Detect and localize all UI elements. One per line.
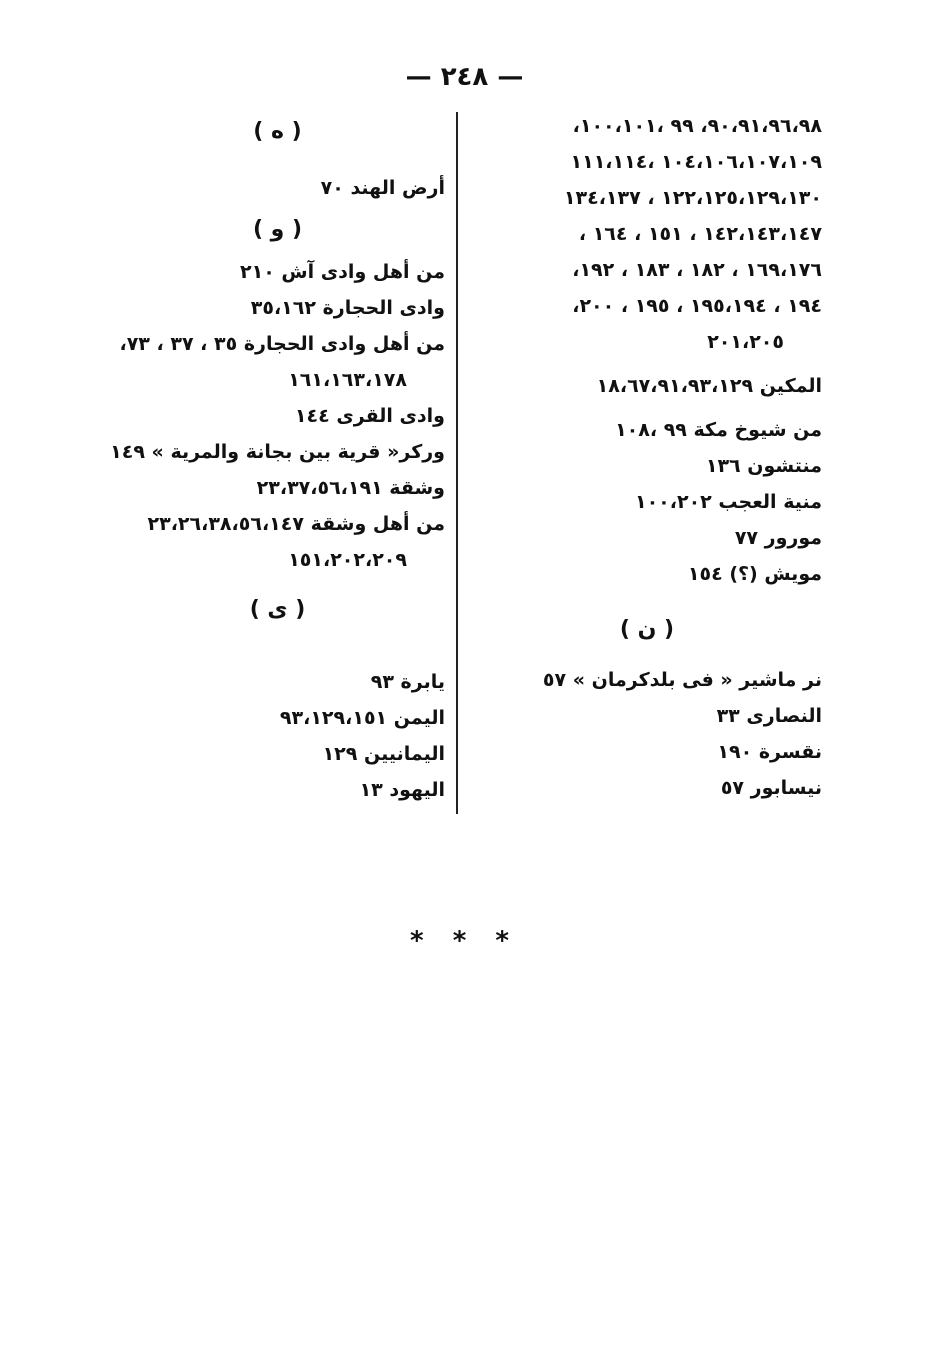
section-heading-h: ( ه ) [253,119,302,144]
right-column [472,108,822,806]
index-line: ٢٠١،٢٠٥ [707,331,784,353]
section-heading-y: ( ى ) [249,597,306,622]
index-line: ١٩٤ ، ١٩٥،١٩٤ ، ١٩٥ ، ٢٠٠، [572,295,822,317]
index-line: ١٢٢،١٢٥،١٢٩،١٣٠ ، ١٣٤،١٣٧ [563,187,822,209]
index-entry: أرض الهند ٧٠ [320,177,445,199]
section-heading-w: ( و ) [252,217,303,242]
index-line: ١٦٩،١٧٦ ، ١٨٢ ، ١٨٣ ، ١٩٢، [572,259,822,281]
left-column [110,108,445,808]
index-entry: نيسابور ٥٧ [720,777,822,799]
index-line: ٩٠،٩١،٩٦،٩٨، ٩٩ ،١٠٠،١٠١، [572,115,822,137]
index-entry: وادى الحجارة ٣٥،١٦٢ [250,297,445,319]
index-line: ١٤٢،١٤٣،١٤٧ ، ١٥١ ، ١٦٤ ، [578,223,822,245]
index-entry: وشقة ٢٣،٣٧،٥٦،١٩١ [256,477,445,499]
index-line: ١٠٤،١٠٦،١٠٧،١٠٩ ،١١١،١١٤ [570,151,822,173]
index-entry: وادى القرى ١٤٤ [294,405,445,427]
footer-ornament: * * * [410,926,519,956]
index-entry: منية العجب ١٠٠،٢٠٢ [634,491,822,513]
column-divider [456,112,458,814]
index-entry: ١٥١،٢٠٢،٢٠٩ [288,549,407,571]
index-entry: ورکر« قرية بين بجانة والمرية » ١٤٩ [110,441,445,463]
index-entry: اليمن ٩٣،١٢٩،١٥١ [279,707,445,729]
index-entry: يابرة ٩٣ [370,671,445,693]
page-number: — ٢٤٨ — [405,62,524,92]
index-entry: من أهل وادى الحجارة ٣٥ ، ٣٧ ، ٧٣، [119,333,445,355]
index-entry: النصارى ٣٣ [716,705,822,727]
index-entry: اليمانيين ١٢٩ [322,743,445,765]
index-entry: نر ماشير « فى بلدكرمان » ٥٧ [542,669,822,691]
index-entry: المكين ١٨،٦٧،٩١،٩٣،١٢٩ [596,375,822,397]
index-entry: نقسرة ١٩٠ [717,741,822,763]
index-entry: مويش (؟) ١٥٤ [687,563,822,585]
index-entry: من شيوخ مكة ٩٩ ،١٠٨ [615,419,822,441]
index-entry: من أهل وادى آش ٢١٠ [240,261,445,283]
index-entry: اليهود ١٣ [359,779,445,801]
index-entry: ١٦١،١٦٣،١٧٨ [288,369,407,391]
index-entry: مورور ٧٧ [734,527,822,549]
index-entry: من أهل وشقة ٢٣،٢٦،٣٨،٥٦،١٤٧ [147,513,445,535]
index-entry: منتشون ١٣٦ [705,455,822,477]
section-heading-n: ( ن ) [619,617,675,642]
